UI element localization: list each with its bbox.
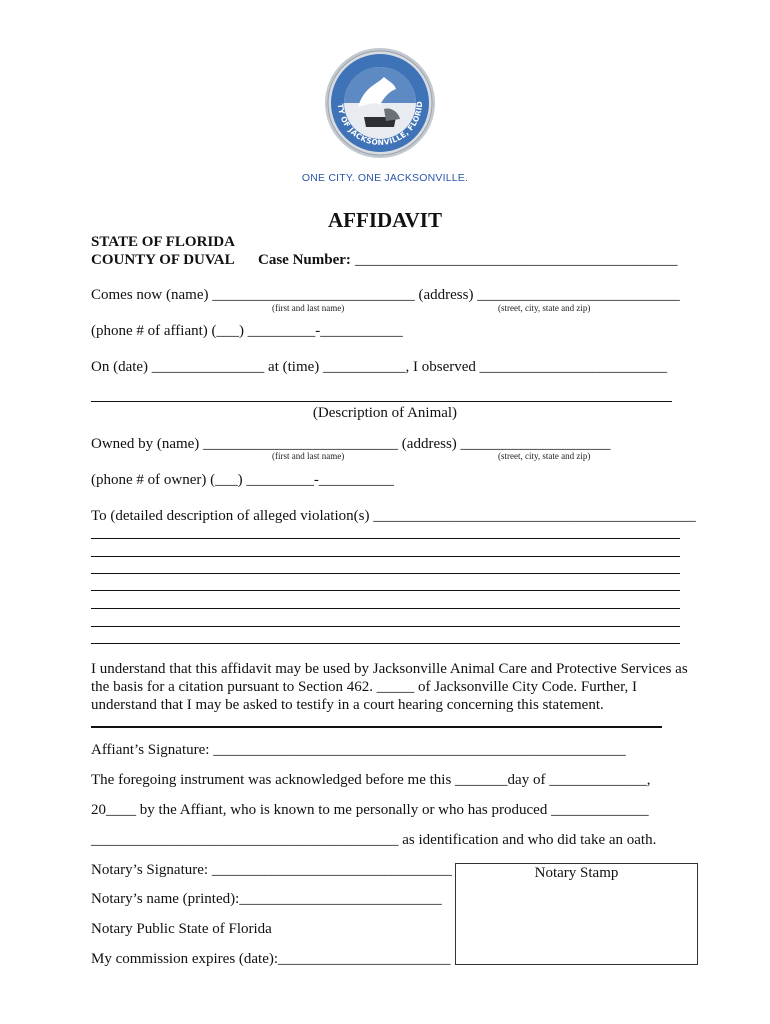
case-number-field[interactable]: ___________________________________________ [355,252,678,268]
acknowledged-line[interactable]: The foregoing instrument was acknowledged before me this _______day of _____________, [91,772,651,788]
owner-address-hint: (street, city, state and zip) [498,451,591,461]
notary-stamp-label: Notary Stamp [534,865,619,881]
owned-by-line[interactable]: Owned by (name) __________________________ (address) ____________________ [91,436,611,452]
address-hint: (street, city, state and zip) [498,303,591,313]
violation-blank-line[interactable] [91,538,680,539]
description-of-animal-text: (Description of Animal) [312,405,458,421]
notary-signature-line[interactable]: Notary’s Signature: ________________________________ [91,862,452,878]
violation-blank-line[interactable] [91,556,680,557]
statement-paragraph: I understand that this affidavit may be used by Jacksonville Animal Care and Protective Services as the basis for a citation pursuant to Section 462. _____ of Jacksonville City Code. Further, I understand that I may be asked to testify in a court hearing concerning this statement. [91,661,688,713]
violation-line[interactable]: To (detailed description of alleged violation(s) ___________________________________________ [91,508,696,524]
phone-owner-line[interactable]: (phone # of owner) (___) _________-__________ [91,472,394,488]
commission-expires-line[interactable]: My commission expires (date):_______________________ [91,951,451,967]
description-blank-line[interactable] [91,401,672,402]
violation-blank-line[interactable] [91,643,680,644]
city-seal-logo [324,47,436,159]
notary-stamp-box[interactable] [455,863,698,965]
affiant-signature-line[interactable]: Affiant’s Signature: _______________________________________________________ [91,742,626,758]
phone-affiant-line[interactable]: (phone # of affiant) (___) _________-___________ [91,323,403,339]
county-label: COUNTY OF DUVAL [91,252,235,268]
section-divider [91,726,662,728]
violation-blank-line[interactable] [91,573,680,574]
observation-line[interactable]: On (date) _______________ at (time) ___________, I observed _________________________ [91,359,668,375]
seal-ring-text: TY OF JACKSONVILLE, FLORID [335,100,425,148]
violation-blank-line[interactable] [91,608,680,609]
year-line[interactable]: 20____ by the Affiant, who is known to me personally or who has produced _____________ [91,802,649,818]
page-title: AFFIDAVIT [328,208,442,232]
case-number-label: Case Number: [258,252,351,268]
violation-blank-line[interactable] [91,626,680,627]
identification-line[interactable]: _________________________________________ as identification and who did take an oath. [91,832,657,848]
description-of-animal-label [0,405,770,422]
notary-public-label: Notary Public State of Florida [91,921,272,937]
comes-now-line[interactable]: Comes now (name) ___________________________ (address) ___________________________ [91,287,680,303]
notary-name-line[interactable]: Notary’s name (printed):___________________________ [91,891,442,907]
violation-blank-line[interactable] [91,590,680,591]
name-hint: (first and last name) [272,303,345,313]
tagline: ONE CITY. ONE JACKSONVILLE. [301,172,469,184]
state-label: STATE OF FLORIDA [91,234,235,250]
owner-name-hint: (first and last name) [272,451,345,461]
city-of-jacksonville-seal-icon [324,47,436,159]
